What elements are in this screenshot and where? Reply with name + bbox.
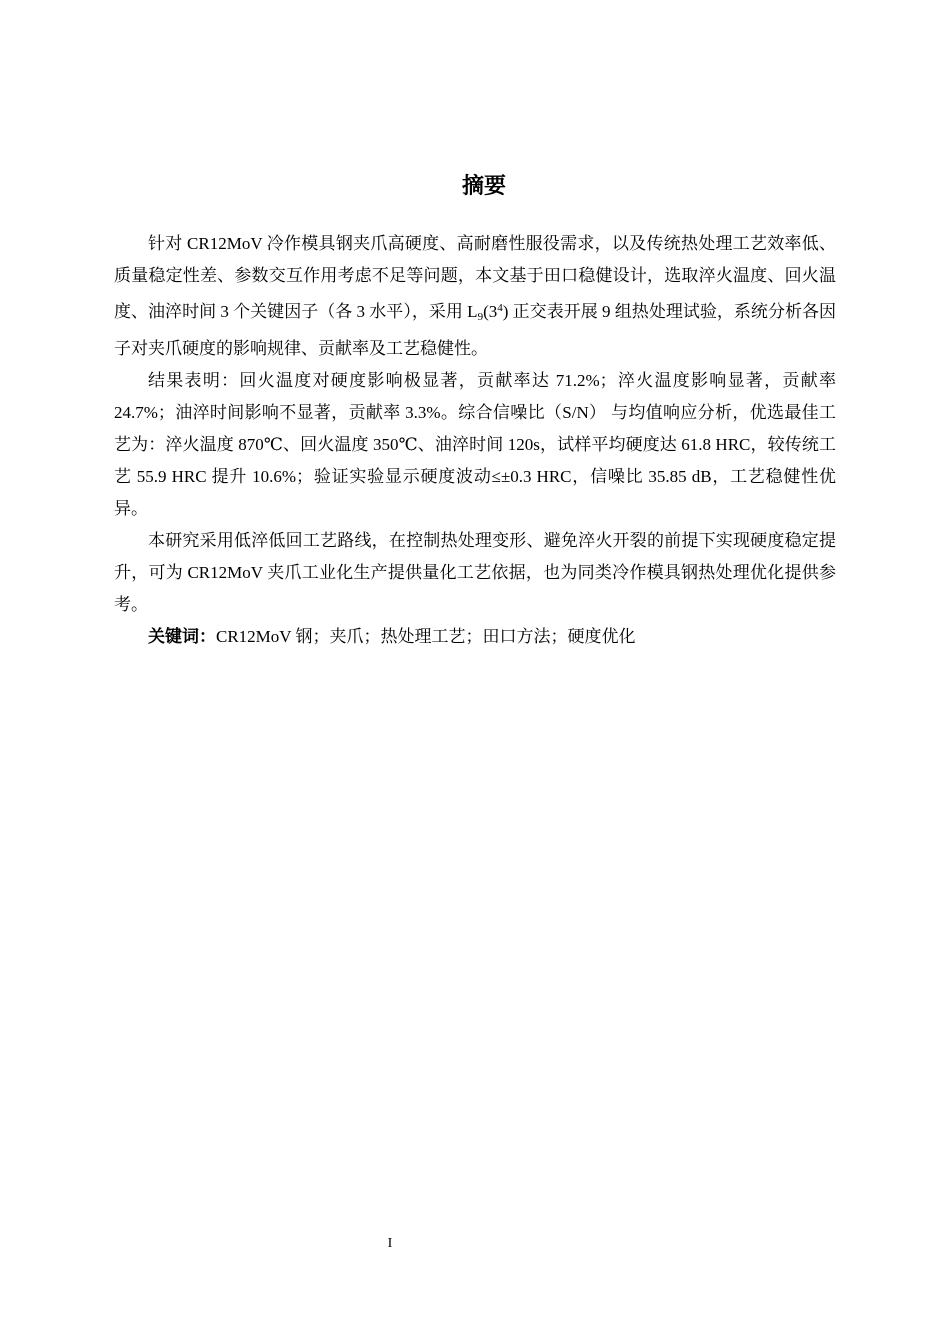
paragraph-1-text-a: 针对 CR12MoV 冷作模具钢夹爪高硬度、高耐磨性服役需求，以及传统热处理工艺效率低、质量稳定性差、参数交互作用考虑不足等问题，本文基于田口稳健设计，选取淬火温度、回火温度、油淬时间 3 个关键因子（各 3 水平），采用 L — [114, 234, 836, 321]
orthogonal-superscript: 4 — [497, 302, 503, 314]
abstract-title: 摘要 — [461, 174, 506, 199]
paragraph-1-text-c: ) 正交表开展 9 组热处理试验，系统分析各因子对夹爪硬度的影响规律、贡献率及工艺稳健性。 — [114, 302, 836, 358]
abstract-paragraph-3: 本研究采用低淬低回工艺路线，在控制热处理变形、避免淬火开裂的前提下实现硬度稳定提升，可为 CR12MoV 夹爪工业化生产提供量化工艺依据，也为同类冷作模具钢热处理优化提供参考。 — [114, 531, 836, 614]
paragraph-1-text-b: (3 — [483, 302, 498, 321]
abstract-paragraph-2: 结果表明：回火温度对硬度影响极显著，贡献率达 71.2%；淬火温度影响显著，贡献率 24.7%；油淬时间影响不显著，贡献率 3.3%。综合信噪比（S/N） 与均值响应分析，优选最佳工艺为：淬火温度 870℃、回火温度 350℃、油淬时间 120s，试样平均硬度达 61.8 HRC，较传统工艺 55.9 HRC 提升 10.6%；验证实验显示硬度波动≤±0.3 HRC，信噪比 35.85 dB，工艺稳健性优异。 — [114, 371, 836, 518]
keywords-text: CR12MoV 钢；夹爪；热处理工艺；田口方法；硬度优化 — [216, 627, 636, 646]
page-number: I — [387, 1236, 393, 1251]
abstract-paragraph-1 — [114, 228, 836, 365]
keywords-label: 关键词： — [148, 627, 216, 647]
orthogonal-subscript: 9 — [477, 311, 484, 323]
keywords-line — [114, 621, 836, 653]
abstract-body — [114, 228, 836, 653]
